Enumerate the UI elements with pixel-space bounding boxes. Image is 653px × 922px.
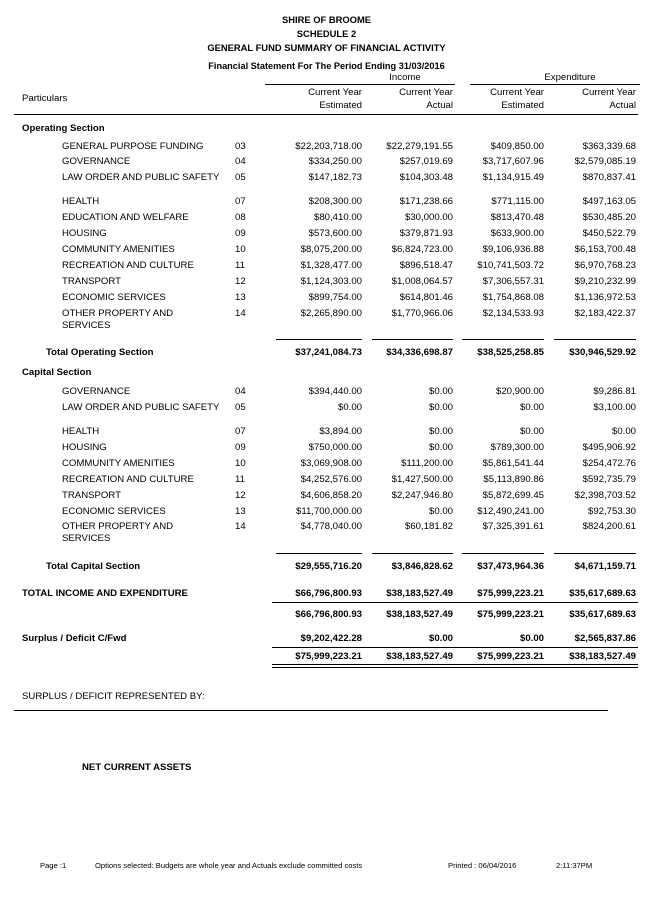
row-expenditure-actual: $2,579,085.19 [574, 156, 636, 167]
row-income-actual: $614,801.46 [399, 292, 453, 303]
operating-section-title: Operating Section [22, 123, 105, 134]
total-capital-exp-act: $4,671,159.71 [574, 561, 636, 572]
grand-total-inc-est: $66,796,800.93 [295, 588, 362, 599]
row-income-actual: $0.00 [428, 442, 453, 453]
final-total-rule-top [272, 647, 638, 648]
row-code: 13 [235, 506, 246, 517]
row-income-actual: $1,770,966.06 [391, 308, 453, 319]
cap-total-rule-3 [462, 553, 544, 554]
row-income-estimated: $4,778,040.00 [300, 521, 362, 532]
total-operating-label: Total Operating Section [46, 347, 154, 358]
report-title: GENERAL FUND SUMMARY OF FINANCIAL ACTIVITY [207, 42, 446, 53]
row-code: 13 [235, 292, 246, 303]
row-income-estimated: $1,124,303.00 [300, 276, 362, 287]
grand-total-rule [272, 602, 638, 603]
row-income-actual: $6,824,723.00 [391, 244, 453, 255]
expenditure-header-rule [470, 84, 640, 85]
row-code: 05 [235, 172, 246, 183]
row-expenditure-actual: $495,906.92 [582, 442, 636, 453]
expenditure-group-header: Expenditure [544, 72, 596, 83]
total-capital-label: Total Capital Section [46, 561, 141, 572]
col-exp-est-line1: Current Year [490, 87, 544, 98]
row-expenditure-actual: $6,970,768.23 [574, 260, 636, 271]
row-income-estimated: $750,000.00 [308, 442, 362, 453]
row-expenditure-estimated: $813,470.48 [490, 212, 544, 223]
footer-time: 2:11:37PM [556, 861, 593, 870]
row-income-actual: $0.00 [428, 426, 453, 437]
row-income-estimated: $1,328,477.00 [300, 260, 362, 271]
row-expenditure-actual: $497,163.05 [582, 196, 636, 207]
total-operating-exp-est: $38,525,258.85 [477, 347, 544, 358]
row-name: TRANSPORT [62, 276, 121, 287]
surplus-exp-act: $2,565,837.86 [574, 633, 636, 644]
row-expenditure-estimated: $789,300.00 [490, 442, 544, 453]
row-code: 09 [235, 442, 246, 453]
final-exp-act: $38,183,527.49 [569, 651, 636, 662]
grand-total-inc-act: $38,183,527.49 [386, 588, 453, 599]
grand-total-label: TOTAL INCOME AND EXPENDITURE [22, 588, 188, 599]
row-expenditure-estimated: $20,900.00 [495, 386, 544, 397]
row-expenditure-actual: $9,210,232.99 [574, 276, 636, 287]
row-code: 03 [235, 141, 246, 152]
surplus-exp-est: $0.00 [519, 633, 544, 644]
row-code: 07 [235, 426, 246, 437]
row-income-estimated: $2,265,890.00 [300, 308, 362, 319]
row-name: RECREATION AND CULTURE [62, 260, 194, 271]
total-operating-exp-act: $30,946,529.92 [569, 347, 636, 358]
row-expenditure-estimated: $12,490,241.00 [477, 506, 544, 517]
surplus-inc-act: $0.00 [428, 633, 453, 644]
col-inc-est-line1: Current Year [308, 87, 362, 98]
row-expenditure-actual: $592,735.79 [582, 474, 636, 485]
row-expenditure-estimated: $3,717,607.96 [482, 156, 544, 167]
row-income-estimated: $11,700,000.00 [296, 506, 362, 517]
row-expenditure-actual: $0.00 [611, 426, 636, 437]
row-expenditure-estimated: $7,325,391.61 [482, 521, 544, 532]
row-name: HOUSING [62, 228, 107, 239]
row-expenditure-estimated: $5,872,699.45 [482, 490, 544, 501]
row-name: HOUSING [62, 442, 107, 453]
row-expenditure-actual: $2,183,422.37 [574, 308, 636, 319]
total-operating-inc-act: $34,336,698.87 [386, 347, 453, 358]
row-expenditure-estimated: $771,115.00 [491, 196, 544, 207]
col-inc-est-line2: Estimated [319, 100, 362, 111]
row-income-actual: $22,279,191.55 [386, 141, 453, 152]
row-expenditure-estimated: $10,741,503.72 [477, 260, 544, 271]
surplus-label: Surplus / Deficit C/Fwd [22, 633, 127, 644]
row-income-estimated: $394,440.00 [308, 386, 362, 397]
row-code: 07 [235, 196, 246, 207]
row-income-estimated: $208,300.00 [308, 196, 362, 207]
row-income-actual: $257,019.69 [399, 156, 453, 167]
income-group-header: Income [389, 72, 421, 83]
footer-printed: Printed : 06/04/2016 [448, 861, 517, 870]
row-code: 12 [235, 490, 246, 501]
report-schedule: SCHEDULE 2 [296, 28, 357, 39]
row-income-actual: $896,518.47 [399, 260, 453, 271]
row-income-estimated: $147,182.73 [308, 172, 362, 183]
row-income-actual: $379,871.93 [399, 228, 453, 239]
grand-total-exp-act: $35,617,689.63 [569, 588, 636, 599]
row-name: RECREATION AND CULTURE [62, 474, 194, 485]
row-income-estimated: $573,600.00 [308, 228, 362, 239]
capital-section-title: Capital Section [22, 367, 92, 378]
grand-repeat-exp-est: $75,999,223.21 [477, 609, 544, 620]
row-expenditure-actual: $92,753.30 [587, 506, 636, 517]
row-expenditure-estimated: $633,900.00 [490, 228, 544, 239]
total-capital-inc-act: $3,846,828.62 [391, 561, 453, 572]
row-name: GOVERNANCE [62, 156, 131, 167]
row-code: 11 [235, 474, 245, 485]
row-name: HEALTH [62, 426, 100, 437]
row-code: 14 [235, 521, 246, 532]
final-inc-est: $75,999,223.21 [295, 651, 362, 662]
represented-by-rule [14, 710, 608, 711]
footer-options: Options selected: Budgets are whole year and Actuals exclude committed costs [95, 861, 363, 870]
row-name: OTHER PROPERTY AND SERVICES [62, 521, 174, 544]
row-income-estimated: $3,894.00 [319, 426, 362, 437]
row-name: OTHER PROPERTY AND SERVICES [62, 308, 174, 331]
row-income-actual: $1,427,500.00 [391, 474, 453, 485]
op-total-rule-4 [554, 339, 636, 340]
row-expenditure-actual: $870,837.41 [582, 172, 636, 183]
total-capital-exp-est: $37,473,964.36 [477, 561, 544, 572]
report-org-title: SHIRE OF BROOME [281, 14, 372, 25]
row-income-actual: $0.00 [428, 402, 453, 413]
row-expenditure-estimated: $5,861,541.44 [482, 458, 544, 469]
op-total-rule-1 [276, 339, 362, 340]
row-income-estimated: $899,754.00 [308, 292, 362, 303]
row-code: 12 [235, 276, 246, 287]
row-expenditure-estimated: $0.00 [519, 426, 544, 437]
row-income-actual: $111,200.00 [401, 458, 453, 469]
row-income-estimated: $8,075,200.00 [300, 244, 362, 255]
row-income-estimated: $22,203,718.00 [295, 141, 362, 152]
final-exp-est: $75,999,223.21 [477, 651, 544, 662]
col-exp-act-line1: Current Year [582, 87, 636, 98]
row-name: LAW ORDER AND PUBLIC SAFETY [62, 172, 220, 183]
row-expenditure-actual: $6,153,700.48 [574, 244, 636, 255]
row-code: 10 [235, 458, 246, 469]
row-income-estimated: $334,250.00 [308, 156, 362, 167]
row-expenditure-actual: $3,100.00 [593, 402, 636, 413]
grand-repeat-inc-est: $66,796,800.93 [295, 609, 362, 620]
row-code: 10 [235, 244, 246, 255]
row-name: COMMUNITY AMENITIES [62, 244, 175, 255]
row-income-estimated: $4,252,576.00 [300, 474, 362, 485]
row-income-actual: $104,303.48 [399, 172, 453, 183]
row-name: GOVERNANCE [62, 386, 131, 397]
row-income-estimated: $3,069,908.00 [300, 458, 362, 469]
row-expenditure-actual: $9,286.81 [593, 386, 636, 397]
cap-total-rule-4 [554, 553, 636, 554]
surplus-inc-est: $9,202,422.28 [300, 633, 362, 644]
header-bottom-rule [14, 114, 638, 115]
row-code: 04 [235, 386, 246, 397]
row-income-actual: $60,181.82 [404, 521, 453, 532]
row-name: ECONOMIC SERVICES [62, 506, 166, 517]
row-code: 05 [235, 402, 246, 413]
row-expenditure-estimated: $0.00 [519, 402, 544, 413]
income-header-rule [265, 84, 455, 85]
row-income-estimated: $0.00 [337, 402, 362, 413]
net-current-assets-label: NET CURRENT ASSETS [82, 762, 192, 773]
row-name: TRANSPORT [62, 490, 121, 501]
row-expenditure-estimated: $409,850.00 [490, 141, 544, 152]
row-expenditure-actual: $824,200.61 [582, 521, 636, 532]
col-inc-act-line1: Current Year [399, 87, 453, 98]
row-income-actual: $2,247,946.80 [391, 490, 453, 501]
grand-repeat-exp-act: $35,617,689.63 [569, 609, 636, 620]
row-expenditure-actual: $2,398,703.52 [574, 490, 636, 501]
row-expenditure-estimated: $5,113,890.86 [483, 474, 544, 485]
grand-total-exp-est: $75,999,223.21 [477, 588, 544, 599]
row-code: 04 [235, 156, 246, 167]
row-name: LAW ORDER AND PUBLIC SAFETY [62, 402, 220, 413]
row-expenditure-actual: $254,472.76 [582, 458, 636, 469]
row-name: GENERAL PURPOSE FUNDING [62, 141, 204, 152]
col-exp-act-line2: Actual [609, 100, 636, 111]
col-exp-est-line2: Estimated [501, 100, 544, 111]
cap-total-rule-1 [276, 553, 362, 554]
final-inc-act: $38,183,527.49 [386, 651, 453, 662]
row-income-estimated: $4,606,858.20 [300, 490, 362, 501]
row-name: HEALTH [62, 196, 100, 207]
row-code: 09 [235, 228, 246, 239]
row-code: 14 [235, 308, 246, 319]
row-income-actual: $171,238.66 [399, 196, 453, 207]
row-expenditure-estimated: $9,106,936.88 [482, 244, 544, 255]
row-expenditure-estimated: $1,754,868.08 [482, 292, 544, 303]
row-code: 11 [235, 260, 245, 271]
row-name: ECONOMIC SERVICES [62, 292, 166, 303]
total-operating-inc-est: $37,241,084.73 [295, 347, 362, 358]
row-expenditure-actual: $1,136,972.53 [574, 292, 636, 303]
particulars-header: Particulars [22, 93, 68, 104]
col-inc-act-line2: Actual [426, 100, 453, 111]
row-income-actual: $1,008,064.57 [391, 276, 453, 287]
row-expenditure-estimated: $7,306,557.31 [482, 276, 544, 287]
row-expenditure-actual: $363,339.68 [582, 141, 636, 152]
row-income-estimated: $80,410.00 [313, 212, 362, 223]
op-total-rule-2 [372, 339, 453, 340]
row-income-actual: $0.00 [428, 506, 453, 517]
row-name: COMMUNITY AMENITIES [62, 458, 175, 469]
cap-total-rule-2 [372, 553, 453, 554]
row-expenditure-estimated: $1,134,915.49 [482, 172, 544, 183]
total-capital-inc-est: $29,555,716.20 [295, 561, 362, 572]
row-code: 08 [235, 212, 246, 223]
row-income-actual: $0.00 [428, 386, 453, 397]
row-name: EDUCATION AND WELFARE [62, 212, 189, 223]
footer-page: Page :1 [40, 861, 67, 870]
row-expenditure-estimated: $2,134,533.93 [482, 308, 544, 319]
row-expenditure-actual: $450,522.79 [582, 228, 636, 239]
row-income-actual: $30,000.00 [404, 212, 453, 223]
represented-by-label: SURPLUS / DEFICIT REPRESENTED BY: [22, 691, 205, 702]
final-total-double-rule [272, 664, 638, 668]
report-period: Financial Statement For The Period Ending 31/03/2016 [208, 61, 445, 71]
op-total-rule-3 [462, 339, 544, 340]
grand-repeat-inc-act: $38,183,527.49 [386, 609, 453, 620]
row-expenditure-actual: $530,485.20 [582, 212, 636, 223]
